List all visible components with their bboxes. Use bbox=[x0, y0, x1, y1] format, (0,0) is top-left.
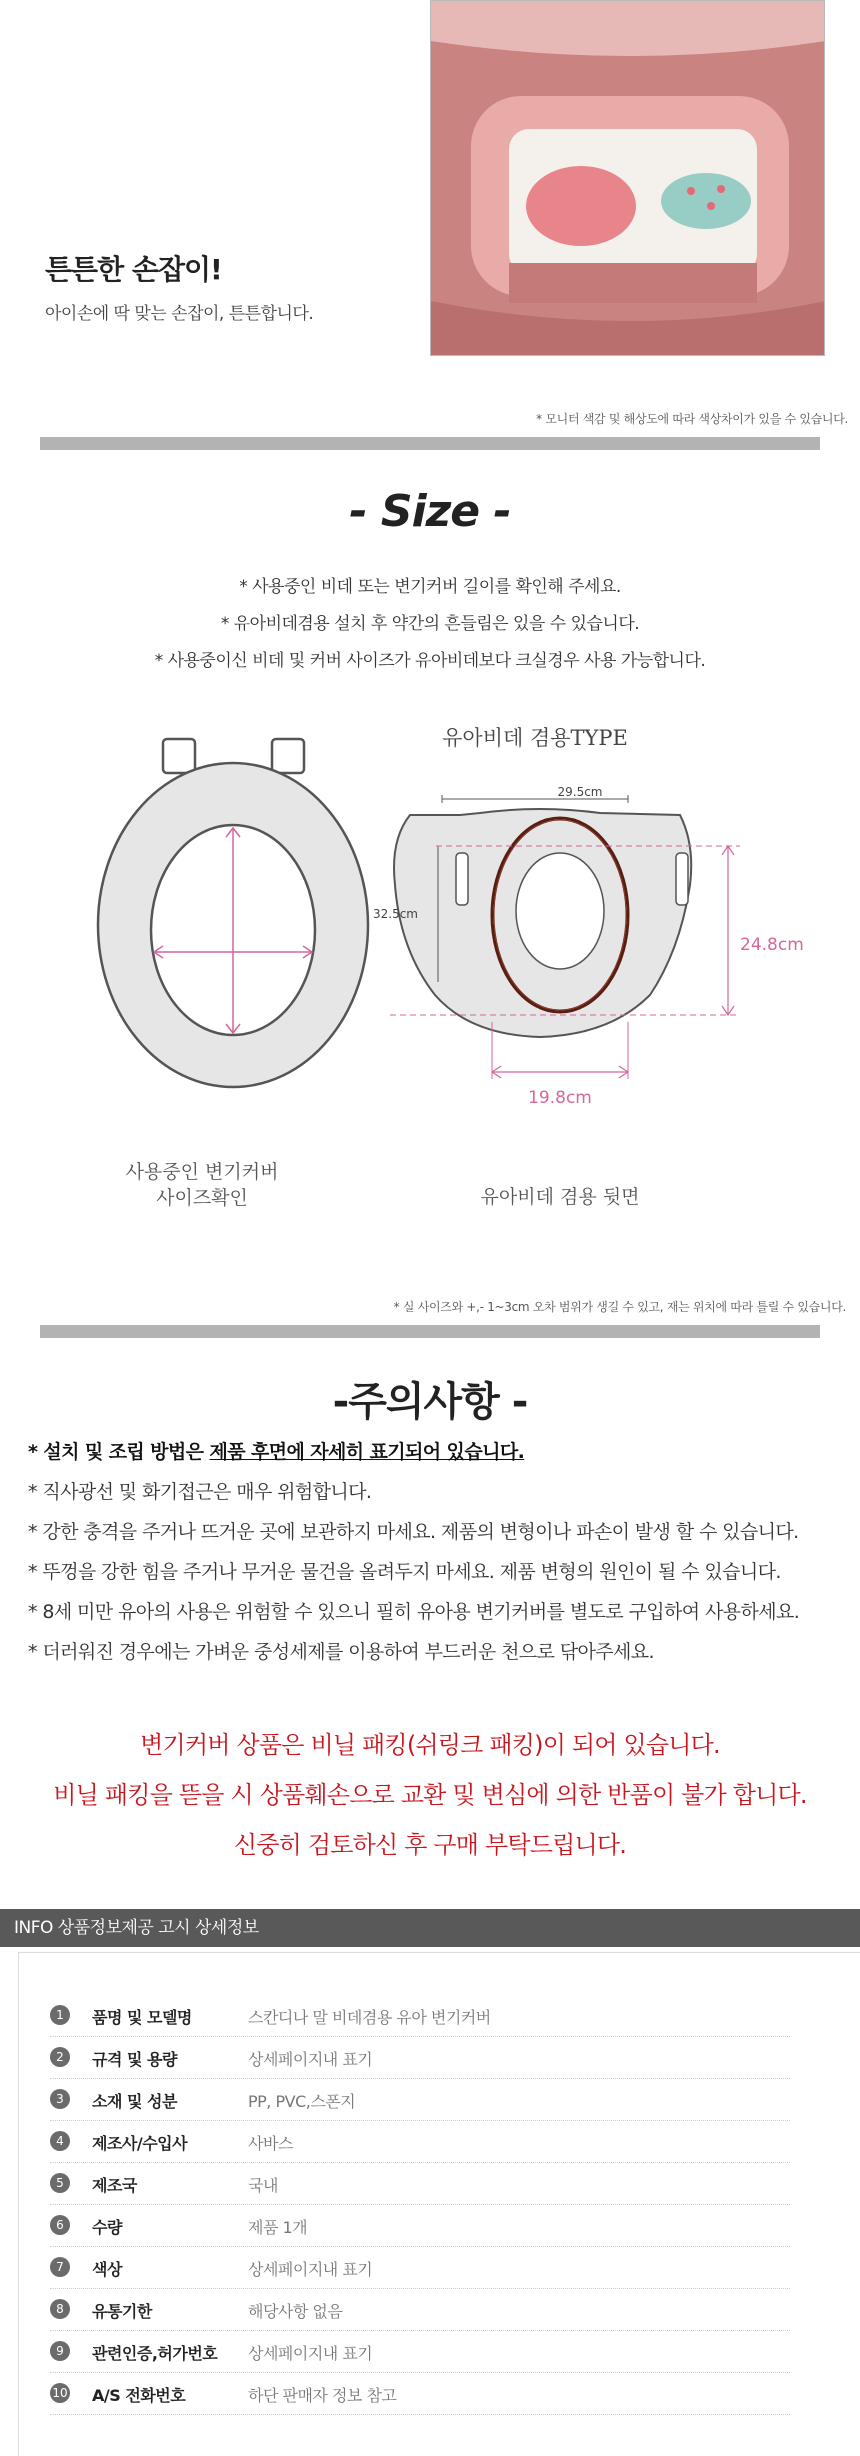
info-row bbox=[50, 2037, 790, 2079]
caution-item: * 8세 미만 유아의 사용은 위험할 수 있으니 필히 유아용 변기커버를 별도로 구입하여 사용하세요. bbox=[28, 1601, 800, 1623]
row-number-badge: 10 bbox=[50, 2383, 70, 2403]
handle-title: 튼튼한 손잡이! bbox=[45, 253, 222, 286]
info-label: 색상 bbox=[92, 2260, 122, 2279]
info-label: 제조사/수입사 bbox=[92, 2134, 188, 2153]
section-divider bbox=[40, 437, 820, 450]
right-caption: 유아비데 겸용 뒷면 bbox=[480, 1186, 640, 1208]
row-number-badge: 4 bbox=[50, 2131, 70, 2151]
notice-line: 신중히 검토하신 후 구매 부탁드립니다. bbox=[233, 1831, 627, 1859]
section-divider bbox=[40, 1325, 820, 1338]
info-label: 규격 및 용량 bbox=[92, 2050, 177, 2069]
width-dimension: 29.5cm bbox=[557, 785, 603, 799]
info-row bbox=[50, 2373, 790, 2415]
regular-seat-drawing bbox=[98, 739, 368, 1087]
info-value: 제품 1개 bbox=[248, 2218, 308, 2237]
caution-list bbox=[28, 1432, 848, 1672]
notice-line: 변기커버 상품은 비닐 패킹(쉬링크 패킹)이 되어 있습니다. bbox=[140, 1731, 720, 1759]
size-instruction-line: * 사용중인 비데 또는 변기커버 길이를 확인해 주세요. bbox=[239, 577, 621, 597]
row-number-badge: 1 bbox=[50, 2005, 70, 2025]
info-row bbox=[50, 2247, 790, 2289]
handle-photo-illustration bbox=[431, 1, 825, 356]
info-value: 사바스 bbox=[248, 2134, 293, 2153]
left-caption-line1: 사용중인 변기커버 bbox=[125, 1161, 279, 1183]
left-caption-line2: 사이즈확인 bbox=[156, 1187, 248, 1209]
monitor-color-note: * 모니터 색감 및 해상도에 따라 색상차이가 있을 수 있습니다. bbox=[536, 412, 848, 426]
handle-description: 아이손에 딱 맞는 손잡이, 튼튼합니다. bbox=[45, 304, 314, 324]
caution-item-assembly-b: 제품 후면에 자세히 표기되어 있습니다. bbox=[209, 1441, 525, 1463]
info-row bbox=[50, 2331, 790, 2373]
caution-title: -주의사항 - bbox=[332, 1379, 528, 1425]
info-label: A/S 전화번호 bbox=[92, 2386, 186, 2405]
info-value: 하단 판매자 정보 참고 bbox=[248, 2386, 397, 2405]
info-header: INFO 상품정보제공 고시 상세정보 bbox=[0, 1909, 860, 1947]
info-row bbox=[50, 2205, 790, 2247]
child-seat-drawing bbox=[373, 785, 804, 1108]
info-value: 상세페이지내 표기 bbox=[248, 2344, 373, 2363]
info-row bbox=[50, 2079, 790, 2121]
caution-item-assembly-a: * 설치 및 조립 방법은 bbox=[28, 1441, 210, 1463]
row-number-badge: 7 bbox=[50, 2257, 70, 2277]
info-row bbox=[50, 1995, 790, 2037]
row-number-badge: 6 bbox=[50, 2215, 70, 2235]
row-number-badge: 3 bbox=[50, 2089, 70, 2109]
size-instructions bbox=[0, 569, 860, 680]
info-value: 상세페이지내 표기 bbox=[248, 2260, 373, 2279]
size-instruction-line: * 유아비데겸용 설치 후 약간의 흔들림은 있을 수 있습니다. bbox=[220, 614, 640, 634]
caution-item: * 강한 충격을 주거나 뜨거운 곳에 보관하지 마세요. 제품의 변형이나 파손이 발생 할 수 있습니다. bbox=[28, 1521, 799, 1543]
info-value: 스칸디나 말 비데겸용 유아 변기커버 bbox=[248, 2008, 491, 2027]
notice-line: 비닐 패킹을 뜯을 시 상품훼손으로 교환 및 변심에 의한 반품이 불가 합니다. bbox=[53, 1781, 807, 1809]
row-number-badge: 8 bbox=[50, 2299, 70, 2319]
caution-item: * 직사광선 및 화기접근은 매우 위험합니다. bbox=[28, 1481, 372, 1503]
caution-item: * 뚜껑을 강한 힘을 주거나 무거운 물건을 올려두지 마세요. 제품 변형의 원인이 될 수 있습니다. bbox=[28, 1561, 781, 1583]
info-value: 해당사항 없음 bbox=[248, 2302, 343, 2321]
info-row bbox=[50, 2163, 790, 2205]
info-value: PP, PVC,스폰지 bbox=[248, 2092, 356, 2111]
info-label: 품명 및 모델명 bbox=[92, 2008, 192, 2027]
info-label: 유통기한 bbox=[92, 2302, 152, 2321]
product-handle-photo bbox=[430, 0, 825, 356]
info-label: 제조국 bbox=[92, 2176, 137, 2195]
info-row bbox=[50, 2289, 790, 2331]
info-label: 관련인증,허가번호 bbox=[92, 2344, 218, 2363]
info-row bbox=[50, 2121, 790, 2163]
packaging-notice bbox=[0, 1720, 860, 1870]
size-instruction-line: * 사용중이신 비데 및 커버 사이즈가 유아비데보다 크실경우 사용 가능합니다. bbox=[154, 651, 706, 671]
info-value: 국내 bbox=[248, 2176, 278, 2195]
size-tolerance-note: * 실 사이즈와 +,- 1~3cm 오차 범위가 생길 수 있고, 재는 위치에 따라 틀릴 수 있습니다. bbox=[393, 1300, 846, 1314]
inner-length-dimension: 24.8cm bbox=[740, 935, 804, 955]
info-label: 수량 bbox=[92, 2218, 122, 2237]
info-value: 상세페이지내 표기 bbox=[248, 2050, 373, 2069]
info-label: 소재 및 성분 bbox=[92, 2092, 177, 2111]
row-number-badge: 2 bbox=[50, 2047, 70, 2067]
inner-width-dimension: 19.8cm bbox=[528, 1088, 592, 1108]
size-section-title: - Size - bbox=[349, 486, 511, 537]
row-number-badge: 9 bbox=[50, 2341, 70, 2361]
type-title: 유아비데 겸용TYPE bbox=[442, 726, 628, 750]
size-diagram bbox=[90, 715, 810, 1235]
row-number-badge: 5 bbox=[50, 2173, 70, 2193]
length-dimension: 32.5cm bbox=[372, 907, 418, 921]
caution-item-assembly bbox=[28, 1432, 848, 1472]
caution-item: * 더러워진 경우에는 가벼운 중성세제를 이용하여 부드러운 천으로 닦아주세요. bbox=[28, 1641, 654, 1663]
info-table bbox=[50, 1995, 790, 2415]
